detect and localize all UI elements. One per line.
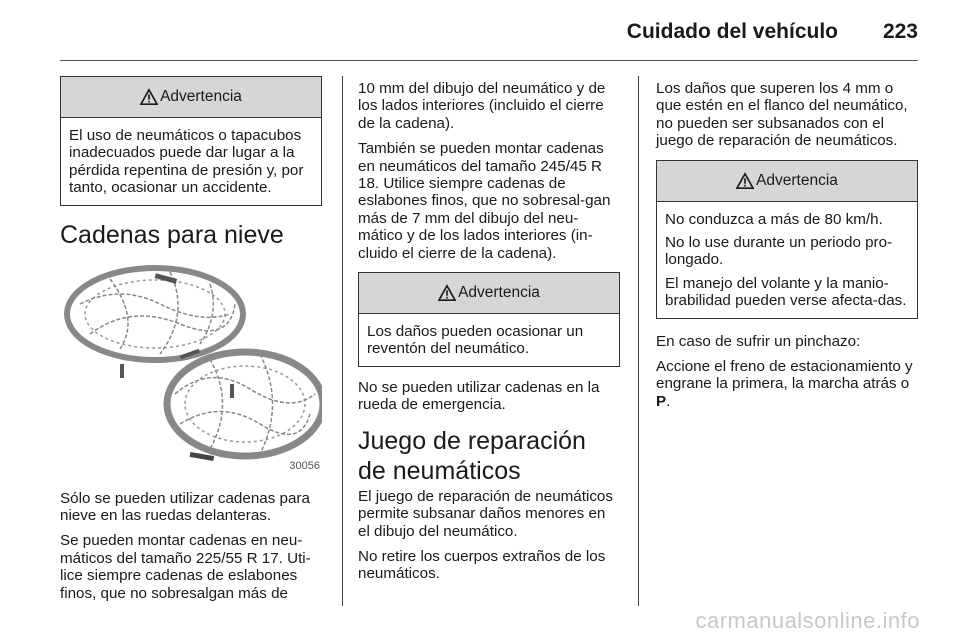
warning-text: Los daños pueden ocasionar un reventón del neumático. — [367, 323, 584, 358]
warning-box-2 — [358, 272, 620, 367]
warning-title: Advertencia — [458, 284, 540, 302]
column-1 — [60, 76, 322, 610]
warning-line: El manejo del volante y la manio-brabilidad pueden verse afecta-das. — [665, 274, 907, 310]
paragraph: Se pueden montar cadenas en neu-máticos del tamaño 225/55 R 17. Uti-lice siempre cadenas de eslabones finos, que no sobresalgan más de — [60, 532, 311, 602]
warning-triangle-icon — [438, 284, 456, 302]
column-3 — [656, 76, 918, 418]
warning-box-3 — [656, 160, 918, 319]
warning-triangle-icon — [140, 88, 158, 106]
column-2 — [358, 76, 620, 591]
paragraph: También se pueden montar cadenas en neumáticos del tamaño 245/45 R 18. Utilice siempre cadenas de eslabones finos, que no sobresal-gan más de 7 mm del dibujo del neu-mático y de los lados interiores (in-cluido el cierre de la cadena). — [358, 140, 611, 262]
paragraph: El juego de reparación de neumáticos permite subsanar daños menores en el dibujo del neumático. — [358, 487, 613, 540]
gear-p-label: P — [656, 392, 667, 410]
header-title: Cuidado del vehículo — [626, 20, 838, 43]
warning-line: No lo use durante un periodo pro-longado. — [665, 234, 893, 269]
paragraph: En caso de sufrir un pinchazo: — [656, 332, 861, 350]
page-number: 223 — [882, 20, 918, 43]
warning-title: Advertencia — [756, 171, 838, 189]
warning-triangle-icon — [736, 172, 754, 190]
warning-line: No conduzca a más de 80 km/h. — [665, 210, 883, 228]
snow-chains-illustration — [60, 264, 322, 474]
paragraph: Los daños que superen los 4 mm o que estén en el flanco del neumático, no pueden ser subsanados con el juego de reparación de neumáticos. — [656, 80, 908, 150]
section-heading-repair-kit: Juego de reparación de neumáticos — [358, 426, 586, 485]
paragraph: 10 mm del dibujo del neumático y de los lados interiores (incluido el cierre de la cadena). — [358, 80, 606, 132]
section-heading-snow-chains: Cadenas para nieve — [60, 220, 284, 249]
column-divider-1 — [342, 76, 343, 606]
paragraph: No retire los cuerpos extraños de los neumáticos. — [358, 547, 606, 583]
warning-box-1 — [60, 76, 322, 206]
warning-text: El uso de neumáticos o tapacubos inadecuados puede dar lugar a la pérdida repentina de presión y, por tanto, ocasionar un accidente. — [69, 127, 304, 197]
page-header — [60, 18, 918, 58]
paragraph — [656, 358, 918, 410]
warning-header — [61, 77, 321, 118]
watermark: carmanualsonline.info — [695, 608, 920, 633]
paragraph: Sólo se pueden utilizar cadenas para nieve en las ruedas delanteras. — [60, 489, 310, 525]
paragraph-text: Accione el freno de estacionamiento y engrane la primera, la marcha atrás o — [656, 358, 913, 393]
column-divider-2 — [638, 76, 639, 606]
snow-chains-drawing — [60, 264, 322, 474]
header-rule — [60, 60, 918, 61]
paragraph-end: . — [666, 392, 671, 410]
warning-title: Advertencia — [160, 88, 242, 105]
figure-number: 30056 — [289, 459, 320, 472]
warning-header — [657, 161, 917, 202]
warning-header — [359, 273, 619, 314]
paragraph: No se pueden utilizar cadenas en la rueda de emergencia. — [358, 378, 600, 414]
